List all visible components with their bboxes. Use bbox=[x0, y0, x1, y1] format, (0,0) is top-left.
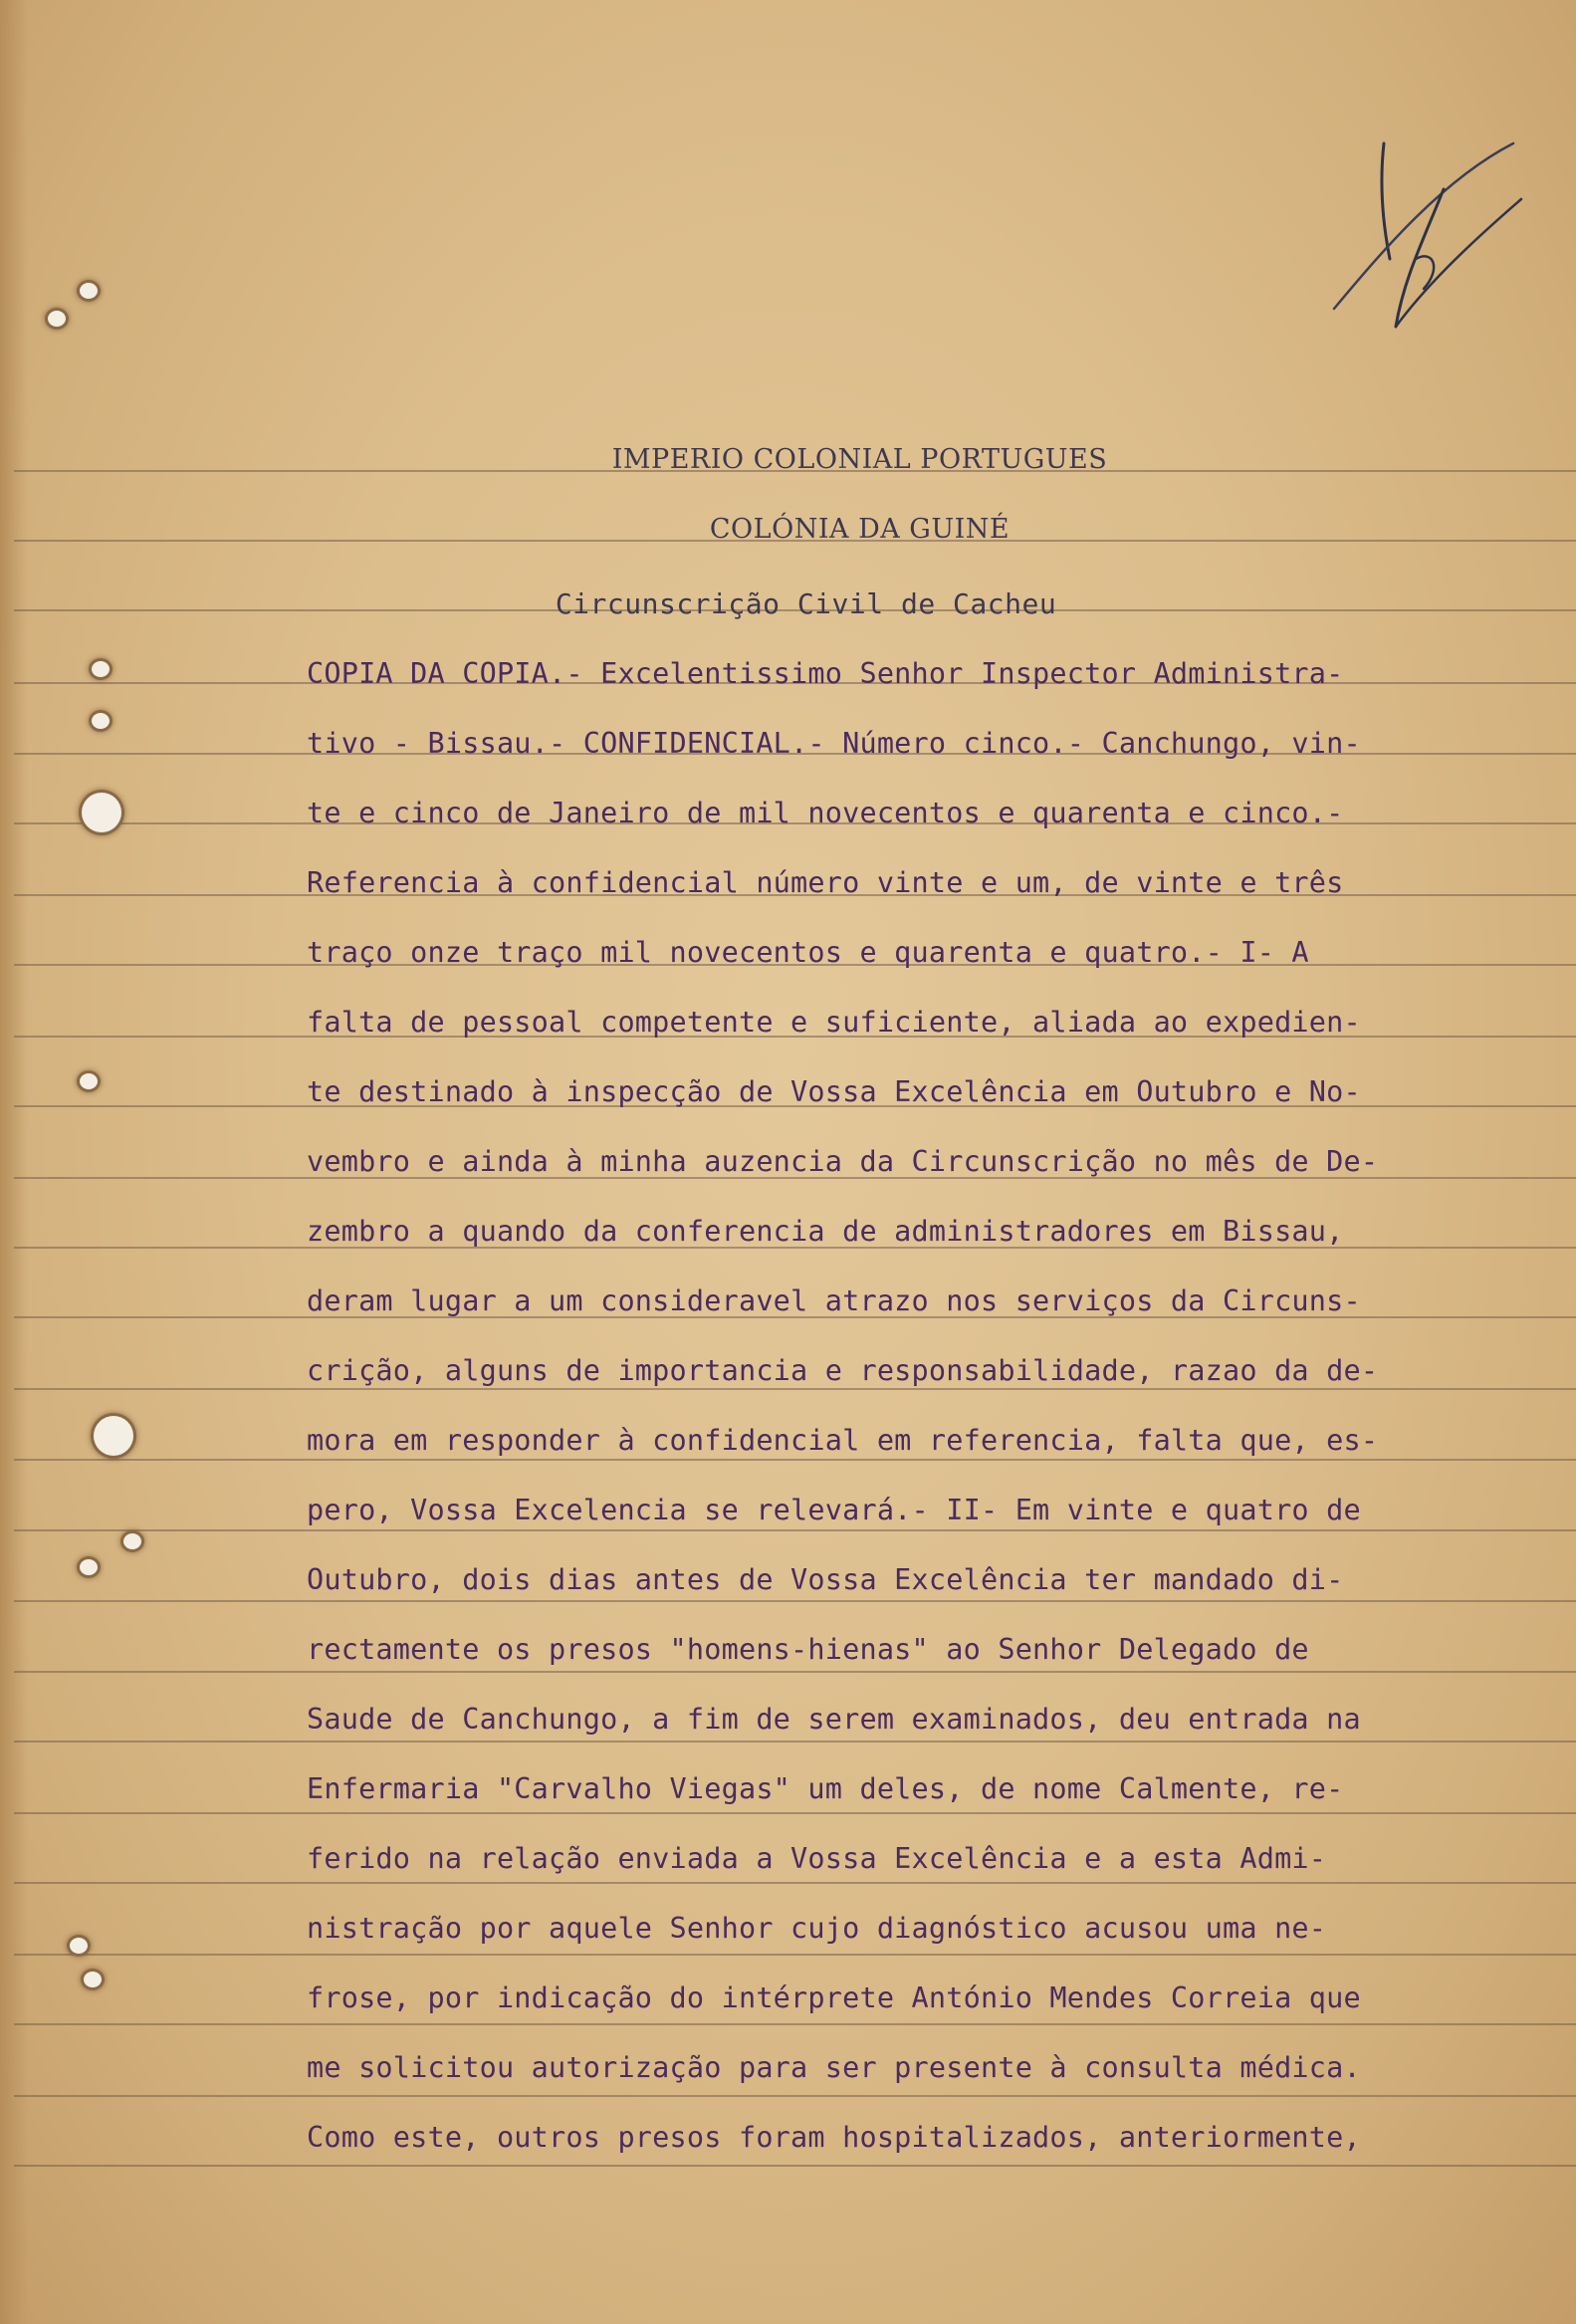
text-line: Outubro, dois dias antes de Vossa Excelência ter mandado di- bbox=[307, 1563, 1344, 1596]
text-line: falta de pessoal competente e suficiente, aliada ao expedien- bbox=[307, 1006, 1361, 1039]
binding-hole bbox=[123, 1533, 141, 1549]
text-line: traço onze traço mil novecentos e quarenta e quatro.- I- A bbox=[307, 936, 1309, 969]
binding-hole bbox=[92, 713, 110, 729]
binding-hole bbox=[92, 661, 110, 677]
binding-hole bbox=[80, 283, 98, 299]
text-line: nistração por aquele Senhor cujo diagnóstico acusou uma ne- bbox=[307, 1912, 1327, 1945]
text-line: COPIA DA COPIA.- Excelentissimo Senhor Inspector Administra- bbox=[307, 657, 1344, 690]
binding-hole bbox=[80, 1073, 98, 1089]
text-line: rectamente os presos "homens-hienas" ao Senhor Delegado de bbox=[307, 1633, 1309, 1666]
binding-hole bbox=[70, 1938, 88, 1954]
text-line: me solicitou autorização para ser presente à consulta médica. bbox=[307, 2051, 1361, 2084]
binding-hole bbox=[48, 311, 66, 327]
text-line: frose, por indicação do intérprete António Mendes Correia que bbox=[307, 1981, 1361, 2014]
text-line: tivo - Bissau.- CONFIDENCIAL.- Número cinco.- Canchungo, vin- bbox=[307, 727, 1361, 760]
punch-hole bbox=[94, 1416, 133, 1456]
page-edge-shadow bbox=[0, 0, 28, 2324]
text-line: mora em responder à confidencial em referencia, falta que, es- bbox=[307, 1424, 1379, 1457]
handwritten-signature-mark bbox=[1324, 139, 1523, 339]
text-line: vembro e ainda à minha auzencia da Circunscrição no mês de De- bbox=[307, 1145, 1379, 1178]
heading-circumscription: Circunscrição Civil de Cacheu bbox=[555, 587, 1057, 620]
text-line: Saude de Canchungo, a fim de serem examinados, deu entrada na bbox=[307, 1703, 1361, 1736]
heading-empire: IMPERIO COLONIAL PORTUGUES bbox=[611, 444, 1108, 475]
punch-hole bbox=[82, 793, 121, 832]
text-line: pero, Vossa Excelencia se relevará.- II- Em vinte e quatro de bbox=[307, 1494, 1361, 1526]
text-line: te destinado à inspecção de Vossa Excelência em Outubro e No- bbox=[307, 1075, 1361, 1108]
text-line: te e cinco de Janeiro de mil novecentos e quarenta e cinco.- bbox=[307, 797, 1344, 829]
binding-hole bbox=[84, 1972, 102, 1987]
heading-colony: COLÓNIA DA GUINÉ bbox=[709, 514, 1011, 545]
text-line: ferido na relação enviada a Vossa Excelência e a esta Admi- bbox=[307, 1842, 1327, 1875]
letter-body bbox=[307, 649, 1531, 2183]
text-line: Como este, outros presos foram hospitalizados, anteriormente, bbox=[307, 2121, 1361, 2154]
text-line: Enfermaria "Carvalho Viegas" um deles, de nome Calmente, re- bbox=[307, 1772, 1344, 1805]
text-line: crição, alguns de importancia e responsabilidade, razao da de- bbox=[307, 1354, 1379, 1387]
text-line: deram lugar a um consideravel atrazo nos serviços da Circuns- bbox=[307, 1284, 1361, 1317]
text-line: Referencia à confidencial número vinte e um, de vinte e três bbox=[307, 866, 1344, 899]
binding-hole bbox=[80, 1559, 98, 1575]
text-line: zembro a quando da conferencia de administradores em Bissau, bbox=[307, 1215, 1344, 1248]
